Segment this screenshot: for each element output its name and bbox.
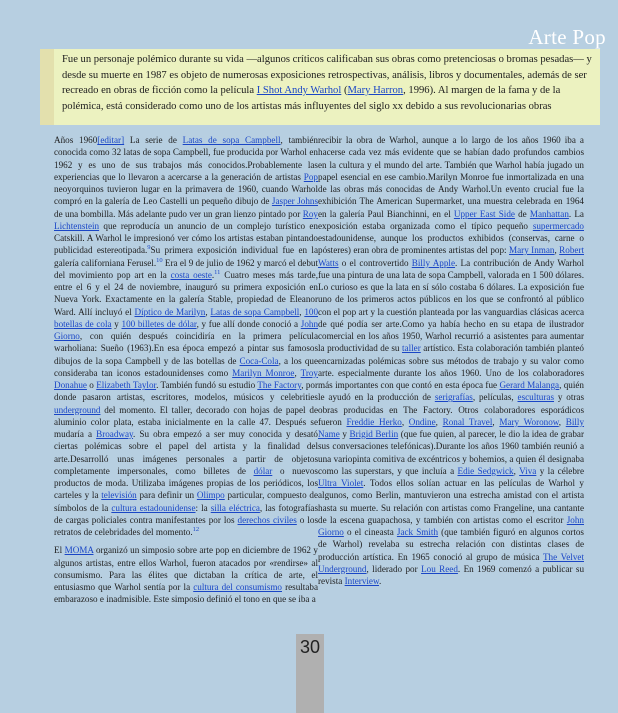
- body-text: : la: [195, 502, 211, 513]
- body-text: que reproducía un anuncio de un complejo turístico en Catskill. A Warhol le impresionó ver cómo los artistas estaban pintando publicidad estereotipada.: [54, 220, 318, 256]
- article-link[interactable]: Freddie Herko: [346, 416, 402, 427]
- body-text: Cuatro meses más tarde, entre el 6 y el 24 de noviembre, inauguró su primera exposición en Nueva York. Exactamente en la galería Stable, propiedad de Eleanor Ward. Allí incluyó el: [54, 269, 318, 317]
- article-link[interactable]: Upper East Side: [453, 208, 515, 219]
- article-link[interactable]: John Giorno: [318, 514, 584, 537]
- body-text: y: [111, 318, 122, 329]
- body-text: y: [339, 429, 350, 439]
- article-link[interactable]: derechos civiles: [237, 514, 297, 525]
- article-link[interactable]: televisión: [101, 490, 137, 501]
- article-link[interactable]: John Giorno: [54, 318, 319, 341]
- article-link[interactable]: Viva: [519, 465, 537, 476]
- body-text: organizó un simposio sobre arte pop en diciembre de 1962 y algunos artistas, entre ellos Warhol, fueron atacados por «rendirse» al consumismo. Para las élites que dictaban la crítica de arte, el entusiasmo que Warhol sentía por la: [54, 545, 318, 592]
- article-link[interactable]: Mary Woronow: [499, 416, 559, 427]
- body-text: , por donde pasaron artistas, escritores, modelos, músicos y celebrities: [54, 380, 318, 403]
- article-link[interactable]: cultura estadounidense: [111, 502, 196, 513]
- body-text: (que fue quien, al parecer, le dio la idea de grabar sus conversaciones telefónicas).Durante los años 1960 también reunió a una variopinta comitiva de excéntricos y bohemios, a quien él designaba como las superstars, y que incluía a: [318, 429, 584, 476]
- article-link[interactable]: Ultra Violet: [318, 478, 364, 488]
- body-text: artístico. Esta colaboración también planteó encarnizadas polémicas sobre sus métodos de trabajo y su valor como arte. especialmente durante los años 1960. Uno de los colaboradores más importantes con que contó en esta época fue: [318, 343, 584, 390]
- article-link[interactable]: underground: [54, 404, 101, 415]
- article-link[interactable]: Brigid Berlin: [349, 429, 399, 439]
- intro-text: , 1996). Al margen de la fama y de la polémica, está considerado como uno de los artistas más influyentes del siglo xx debido a sus revolucionarias obras: [62, 85, 561, 112]
- body-text: de una bombilla. Más adelante pudo ver un gran lienzo pintado por: [54, 208, 303, 219]
- body-text: , quién le ayudó en la producción de: [318, 380, 584, 403]
- body-text: particular, compuesto de símbolos de la: [54, 490, 318, 513]
- article-link[interactable]: Billy Name: [318, 416, 585, 439]
- article-link[interactable]: The Factory: [257, 380, 302, 390]
- footnote-ref[interactable]: 11: [214, 268, 221, 276]
- body-text: neoyorquinos tuvieron lugar en la primavera de 1960, cuando Warhol compró en la galería de Leo Castelli un pequeño dibujo de: [54, 184, 318, 207]
- right-column: [318, 134, 584, 593]
- body-text: o los retratos de celebridades del momento.: [54, 514, 319, 537]
- article-link[interactable]: Marilyn Monroe: [232, 367, 295, 378]
- body-text: . Todos ellos solían actuar en las películas de Warhol y algunos, como Berlin, mantuvieron una estrecha amistad con el artista hasta su muerte. Su relación con artistas como Frangeline, una cantante de la escena guapachosa, y también con artistas como el escritor: [318, 478, 584, 525]
- body-text: El: [54, 545, 65, 556]
- article-link[interactable]: supermercado: [532, 220, 584, 231]
- body-text: ,: [492, 416, 500, 427]
- body-text: . La contribución de Andy Warhol fue una pintura de una lata de sopa Campbell, valorada en 1 500 dólares. Lo curioso es que la lata en sí sólo costaba 6 dólares. La exposición fue uno de los primeros actos públicos en los que se confrontó al público con el pop art y la cuestión planteada por las vanguardias clásicas acerca de qué podía ser arte.Como ya había hecho en su etapa de ilustrador comercial en los años 1950, Warhol recurrió a asistentes para aumentar la productividad de su: [318, 257, 584, 354]
- body-text: , y fue allí donde conoció a: [196, 318, 301, 329]
- body-text: . Su obra empezó a ser muy conocida y desató ciertas polémicas sobre el papel del artista y la finalidad del arte.Desarrolló unas imágenes personales a partir de objetos completamente impersonales, como billetes de: [54, 429, 318, 476]
- article-link[interactable]: The Velvet Underground: [318, 551, 584, 574]
- body-text: ,: [554, 245, 560, 256]
- paragraph: [318, 134, 584, 587]
- body-text: o el controvertido: [338, 257, 412, 268]
- body-text: Su primera exposición individual fue en la galería californiana Ferusel.: [54, 245, 318, 268]
- page-header-title: Arte Pop: [528, 25, 606, 49]
- article-link[interactable]: Billy Apple: [411, 257, 456, 268]
- intro-box: [40, 49, 600, 125]
- article-link[interactable]: costa oeste: [170, 269, 212, 280]
- body-text: , las fotografías de cargas policiales contra manifestantes por los: [54, 502, 318, 525]
- body-text: , películas,: [472, 392, 518, 403]
- article-link[interactable]: Edie Sedgwick: [457, 465, 514, 476]
- body-text: . También fundó su estudio: [156, 380, 258, 390]
- article-link[interactable]: Olimpo: [196, 490, 225, 501]
- article-link[interactable]: Troy Donahue: [54, 367, 318, 390]
- body-text: , liderado por: [366, 563, 422, 574]
- article-link[interactable]: Ondine: [408, 416, 436, 427]
- article-link[interactable]: Lou Reed: [421, 563, 458, 574]
- body-text: , con quién después coincidiría en la primera película warholiana: Sueño (1963).En esa época empezó a pintar sus famosos dibujos de la sopa Campbell y de las botellas de: [54, 331, 318, 366]
- body-text: ,: [294, 367, 301, 378]
- body-text: Era el 9 de julio de 1962 y marcó el debut del movimiento pop art en la: [54, 257, 318, 280]
- article-link[interactable]: MOMA: [64, 545, 94, 556]
- body-text: ,: [513, 465, 520, 476]
- body-text: Años 1960: [54, 135, 98, 145]
- body-text: del momento. El taller, decorado con hojas de papel de aluminio color plata, estaba inicialmente en la calle 47. Después se mudaría a: [54, 404, 318, 439]
- article-link[interactable]: Broadway: [96, 429, 134, 439]
- article-link[interactable]: Robert Watts: [318, 245, 585, 268]
- article-link[interactable]: Jack Smith: [396, 527, 439, 537]
- article-link[interactable]: serigrafías: [434, 392, 473, 403]
- article-link[interactable]: cultura del consumismo: [193, 582, 282, 592]
- body-text: recibir la obra de Warhol, aunque a lo largo de los años 1960 iba a hacerse cada vez más evidente que se habían dado profundos cambios en la cultura y el mundo del arte. También que Warhol había jugado un papel esencial en ese cambio.Marilyn Monroe fue inmortalizada en una de las obras más conocidas de Andy Warhol.Un evento crucial fue la exhibición The American Supermarket, una muestra celebrada en 1964 en la galería Paul Bianchinni, en el: [318, 135, 584, 219]
- body-text: La serie de: [124, 135, 183, 145]
- article-link[interactable]: Coca-Cola: [239, 355, 279, 366]
- footnote-ref[interactable]: 12: [192, 525, 200, 533]
- article-link[interactable]: Ronal Travel: [442, 416, 493, 427]
- body-text: para definir un: [136, 490, 197, 501]
- left-column: [54, 134, 318, 612]
- page-number-tab: [296, 634, 324, 713]
- body-text: y otras obras producidas en The Factory. Otros colaboradores esporádicos fueron: [318, 392, 585, 427]
- article-link[interactable]: Pop: [303, 171, 318, 182]
- article-link[interactable]: Latas de sopa Campbell: [210, 306, 300, 317]
- body-text: resultaba embarazoso e inadmisible. Este simposio definió el tono en que se iba a: [54, 582, 318, 605]
- body-text: , a los que consideraba tan iconos estadounidenses como: [54, 355, 318, 378]
- article-link[interactable]: esculturas: [517, 392, 555, 403]
- intro-link-film[interactable]: I Shot Andy Warhol: [256, 85, 342, 97]
- intro-text: Fue un personaje polémico durante su vida —algunos críticos calificaban sus obras como pretenciosas o bromas pesadas— y desde su muerte en 1987 es objeto de numerosas exposiciones retrospectivas, análisis, libros y documentales, además de ser recreado en obras de ficción como la película: [62, 54, 592, 97]
- paragraph: [54, 544, 318, 605]
- body-text: .: [378, 576, 382, 586]
- body-text: .: [211, 269, 215, 280]
- body-text: , también conocida como 32 latas de sopa Campbell, fue producida por Warhol en 1962 y es uno de sus trabajos más conocidos.Probablemente las experiencias que lo llevaron a acercarse a la generación de artistas: [54, 135, 318, 182]
- article-link[interactable]: Latas de sopa Campbell: [182, 135, 281, 145]
- article-link[interactable]: dólar: [253, 465, 273, 476]
- article-link[interactable]: 100 botellas de cola: [54, 306, 318, 329]
- article-link[interactable]: Mary Inman: [509, 245, 555, 256]
- body-text: ,: [558, 416, 566, 427]
- article-link[interactable]: Manhattan: [529, 208, 569, 219]
- article-link[interactable]: 100 billetes de dólar: [121, 318, 197, 329]
- body-text: de: [514, 208, 530, 219]
- body-text: (que también figuró en algunos cortos de Warhol) revelaba su estrecha relación con distintas clases de producción artística. En 1965 conoció al grupo de música: [318, 527, 584, 562]
- footnote-ref[interactable]: 10: [156, 256, 163, 264]
- body-text: . La exposición estaba organizada como el típico pequeño: [318, 208, 584, 231]
- body-text: ,: [435, 416, 443, 427]
- article-link[interactable]: silla eléctrica: [210, 502, 260, 513]
- body-text: o: [86, 380, 97, 390]
- body-text: . En 1969 comenzó a publicar su revista: [318, 563, 585, 586]
- article-link[interactable]: taller: [402, 343, 421, 354]
- paragraph: [54, 134, 318, 538]
- body-text: o el cineasta: [343, 527, 397, 537]
- body-text: ,: [299, 306, 305, 317]
- intro-link-harron[interactable]: Mary Harron: [347, 85, 404, 97]
- body-text: estadounidense, aunque los productos exhibidos (conservas, carne o pósteres) eran obra de prominentes artistas del pop:: [318, 233, 584, 256]
- footnote-ref[interactable]: 9: [147, 244, 151, 252]
- page-number: 30: [299, 637, 321, 657]
- body-text: ,: [205, 306, 211, 317]
- article-link[interactable]: Gerard Malanga: [499, 380, 560, 390]
- article-link[interactable]: Roy Lichtenstein: [54, 208, 318, 231]
- article-link[interactable]: Jasper Johns: [271, 196, 319, 207]
- body-text: y la célebre: [536, 465, 584, 476]
- intro-text: (: [341, 85, 348, 97]
- body-text: o nuevos productos de moda. Utilizaba imágenes propias de los periódicos, los carteles y la: [54, 465, 318, 501]
- article-link[interactable]: Díptico de Marilyn: [134, 306, 206, 317]
- body-text: ,: [401, 416, 409, 427]
- article-link[interactable]: [editar]: [97, 135, 125, 145]
- article-link[interactable]: Elizabeth Taylor: [96, 380, 157, 390]
- article-link[interactable]: Interview: [344, 576, 379, 586]
